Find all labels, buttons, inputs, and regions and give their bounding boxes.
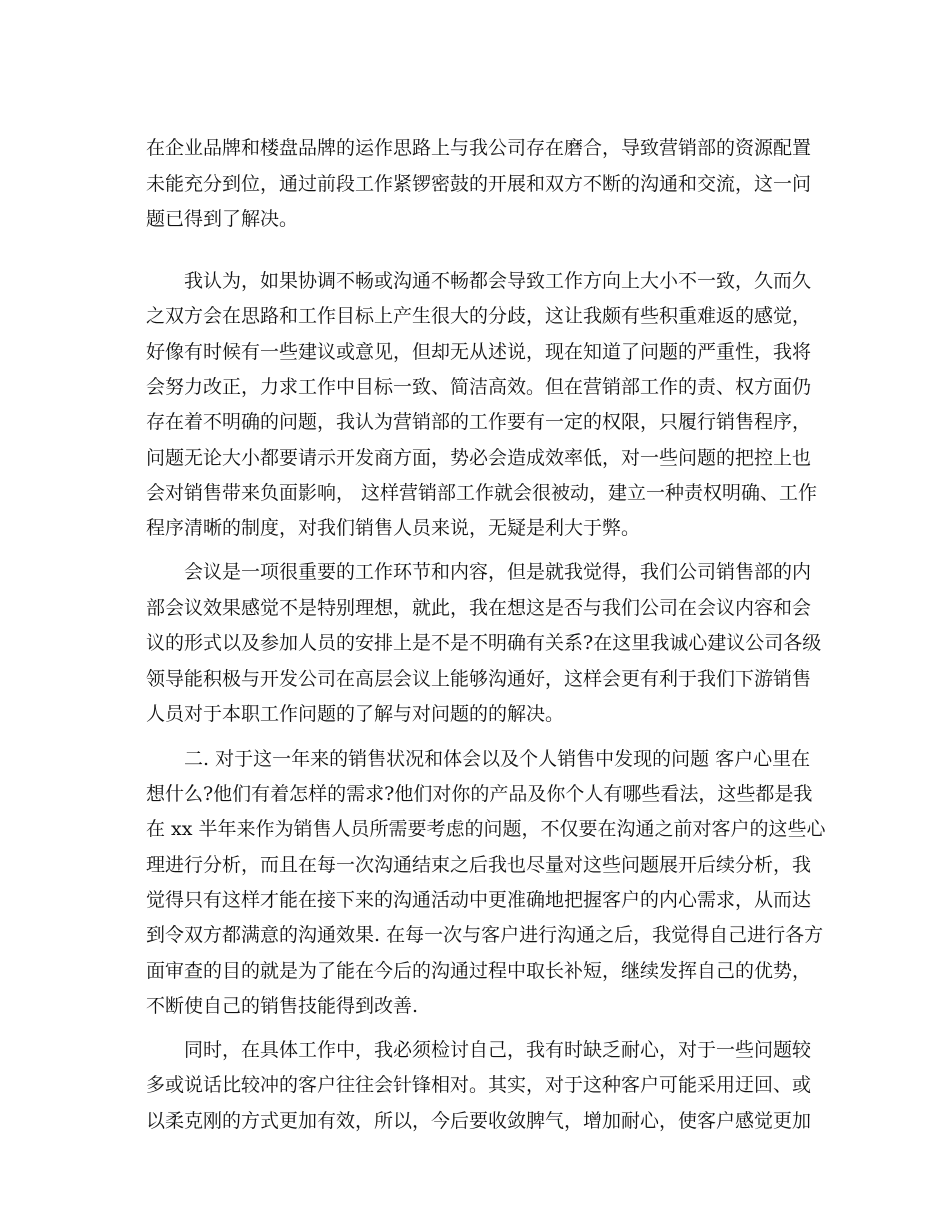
text-line: 部会议效果感觉不是特别理想，就此，我在想这是否与我们公司在会议内容和会 [146,597,812,619]
text-line: 会努力改正，力求工作中目标一致、简洁高效。但在营销部工作的责、权方面仍 [146,376,812,398]
text-line: 在企业品牌和楼盘品牌的运作思路上与我公司存在磨合，导致营销部的资源配置 [146,137,812,159]
text-line: 到令双方都满意的沟通效果. 在每一次与客户进行沟通之后，我觉得自己进行各方 [146,924,824,946]
text-line: 我认为，如果协调不畅或沟通不畅都会导致工作方向上大小不一致，久而久 [184,270,812,292]
text-line: 领导能积极与开发公司在高层会议上能够沟通好，这样会更有利于我们下游销售 [146,668,812,690]
text-line: 好像有时候有一些建议或意见，但却无从述说，现在知道了问题的严重性，我将 [146,341,812,363]
text-line: 题已得到了解决。 [146,208,299,230]
text-line: 二. 对于这一年来的销售状况和体会以及个人销售中发现的问题 客户心里在 [184,748,811,770]
text-line: 未能充分到位，通过前段工作紧锣密鼓的开展和双方不断的沟通和交流，这一问 [146,173,812,195]
text-line: 理进行分析，而且在每一次沟通结束之后我也尽量对这些问题展开后续分析，我 [146,854,812,876]
text-line: 会议是一项很重要的工作环节和内容，但是就我觉得，我们公司销售部的内 [184,561,812,583]
text-line: 不断使自己的销售技能得到改善. [146,995,419,1017]
text-line: 人员对于本职工作问题的了解与对问题的的解决。 [146,703,565,725]
text-line: 之双方会在思路和工作目标上产生很大的分歧，这让我颇有些积重难返的感觉， [146,305,812,327]
text-line: 同时，在具体工作中，我必须检讨自己，我有时缺乏耐心，对于一些问题较 [184,1039,812,1061]
text-line: 程序清晰的制度，对我们销售人员来说，无疑是利大于弊。 [146,517,641,539]
text-line: 多或说话比较冲的客户往往会针锋相对。其实，对于这种客户可能采用迂回、或 [146,1074,812,1096]
text-line: 议的形式以及参加人员的安排上是不是不明确有关系?在这里我诚心建议公司各级 [146,632,822,654]
text-line: 问题无论大小都要请示开发商方面，势必会造成效率低，对一些问题的把控上也 [146,447,812,469]
text-line: 在 xx 半年来作为销售人员所需要考虑的问题，不仅要在沟通之前对客户的这些心 [146,818,826,840]
text-line: 面审查的目的就是为了能在今后的沟通过程中取长补短，继续发挥自己的优势， [146,960,812,982]
text-line: 存在着不明确的问题，我认为营销部的工作要有一定的权限，只履行销售程序， [146,411,812,433]
text-line: 以柔克刚的方式更加有效，所以，今后要收敛脾气，增加耐心，使客户感觉更加 [146,1110,812,1132]
text-line: 觉得只有这样才能在接下来的沟通活动中更准确地把握客户的内心需求，从而达 [146,889,812,911]
text-line: 会对销售带来负面影响， 这样营销部工作就会很被动，建立一种责权明确、工作 [146,482,818,504]
text-line: 想什么?他们有着怎样的需求?他们对你的产品及你个人有哪些看法，这些都是我 [146,783,813,805]
